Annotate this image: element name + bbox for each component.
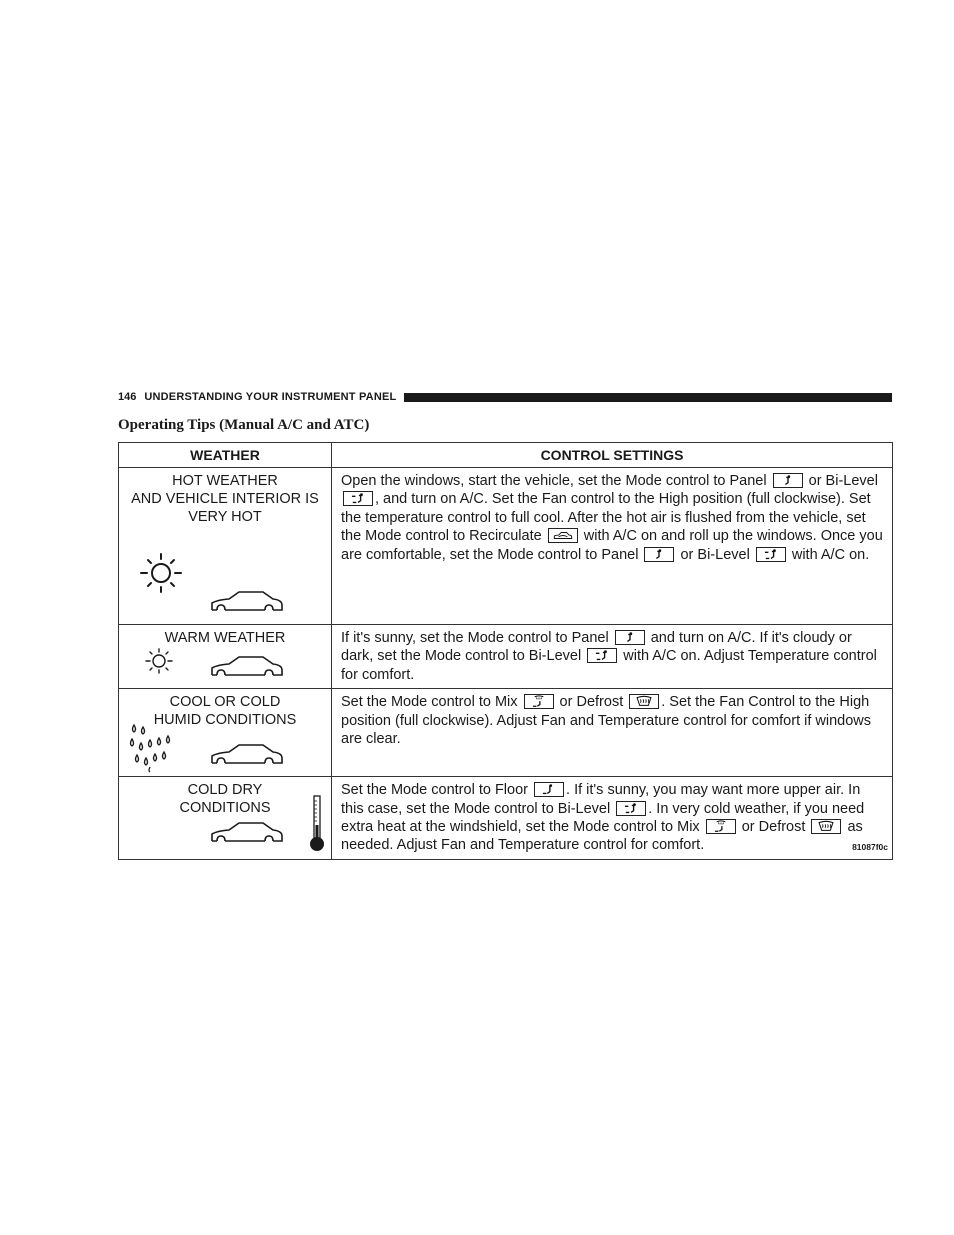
warm-sun-icon <box>143 647 177 675</box>
recirculate-icon <box>548 528 578 543</box>
control-text: or Defrost <box>555 694 628 711</box>
thermometer-icon <box>309 795 325 853</box>
weather-label: HOT WEATHER AND VEHICLE INTERIOR IS VERY HOT <box>131 473 319 525</box>
car-icon <box>209 741 285 771</box>
weather-label: WARM WEATHER <box>164 630 286 646</box>
weather-cell <box>119 689 332 777</box>
control-text: with A/C on and roll up the windows. Once you are comfortable, set the Mode control to Panel <box>341 528 883 563</box>
control-settings-cell <box>332 468 893 625</box>
car-icon <box>209 588 285 618</box>
control-text: If it's sunny, set the Mode control to Panel <box>341 630 613 646</box>
control-text: Open the windows, start the vehicle, set the Mode control to Panel <box>341 473 771 489</box>
control-settings-cell <box>332 689 893 777</box>
page-header <box>118 389 892 405</box>
panel-mode-icon <box>615 630 645 645</box>
control-settings-cell <box>332 777 893 860</box>
car-icon <box>209 653 285 683</box>
raindrops-icon <box>129 723 177 773</box>
bilevel-mode-icon <box>756 547 786 562</box>
control-settings-cell <box>332 625 893 689</box>
hot-sun-icon <box>137 552 189 594</box>
weather-cell <box>119 625 332 689</box>
table-row <box>119 625 893 689</box>
table-row <box>119 777 893 860</box>
defrost-icon <box>629 694 659 709</box>
operating-tips-table <box>118 442 893 860</box>
figure-code: 81087f0c <box>852 842 888 853</box>
control-text: Set the Mode control to Floor <box>341 782 533 799</box>
control-text: or Bi-Level <box>804 473 878 489</box>
page-number: 146 <box>118 391 137 403</box>
bilevel-mode-icon <box>616 801 646 816</box>
panel-mode-icon <box>644 547 674 562</box>
defrost-icon <box>811 819 841 834</box>
control-text: . If it's sunny, you may want more upper air. In this case, set the Mode control to Bi-Level <box>341 782 861 817</box>
control-text: . In very cold weather, if you need extra heat at the windshield, set the Mode control to Mix <box>341 800 865 836</box>
weather-cell <box>119 777 332 860</box>
table-row <box>119 689 893 777</box>
chapter-title: UNDERSTANDING YOUR INSTRUMENT PANEL <box>144 391 397 403</box>
control-text: with A/C on. Adjust Temperature control for comfort. <box>341 648 877 683</box>
car-icon <box>209 819 285 849</box>
control-text: or Defrost <box>737 819 810 836</box>
header-rule <box>404 393 892 402</box>
section-title: Operating Tips (Manual A/C and ATC) <box>118 417 370 433</box>
control-text: Set the Mode control to Mix <box>341 694 522 711</box>
table-header-row <box>119 443 893 468</box>
control-text: or Bi-Level <box>676 546 754 563</box>
weather-label: COLD DRY CONDITIONS <box>179 782 271 817</box>
mix-mode-icon <box>706 819 736 834</box>
control-text: as needed. Adjust Fan and Temperature control for comfort. <box>341 819 863 854</box>
weather-label: COOL OR COLD HUMID CONDITIONS <box>153 694 297 729</box>
control-settings-column-header: CONTROL SETTINGS <box>332 443 893 468</box>
control-text: . Set the Fan Control to the High position (full clockwise). Adjust Fan and Temperature control for comfort if windows are clear. <box>341 694 872 748</box>
mix-mode-icon <box>524 694 554 709</box>
table-row <box>119 468 893 625</box>
panel-mode-icon <box>773 473 803 488</box>
weather-column-header: WEATHER <box>119 443 332 468</box>
control-text: with A/C on. <box>787 546 870 563</box>
weather-cell <box>119 468 332 625</box>
floor-mode-icon <box>534 782 564 797</box>
bilevel-mode-icon <box>587 648 617 663</box>
control-text: and turn on A/C. If it's cloudy or dark, set the Mode control to Bi-Level <box>341 630 852 665</box>
bilevel-mode-icon <box>343 491 373 506</box>
control-text: , and turn on A/C. Set the Fan control to the High position (full clockwise). Set the temperature control to full cool. After the hot air is flushed from the vehicle, set the Mode control to Recirculate <box>341 491 871 545</box>
